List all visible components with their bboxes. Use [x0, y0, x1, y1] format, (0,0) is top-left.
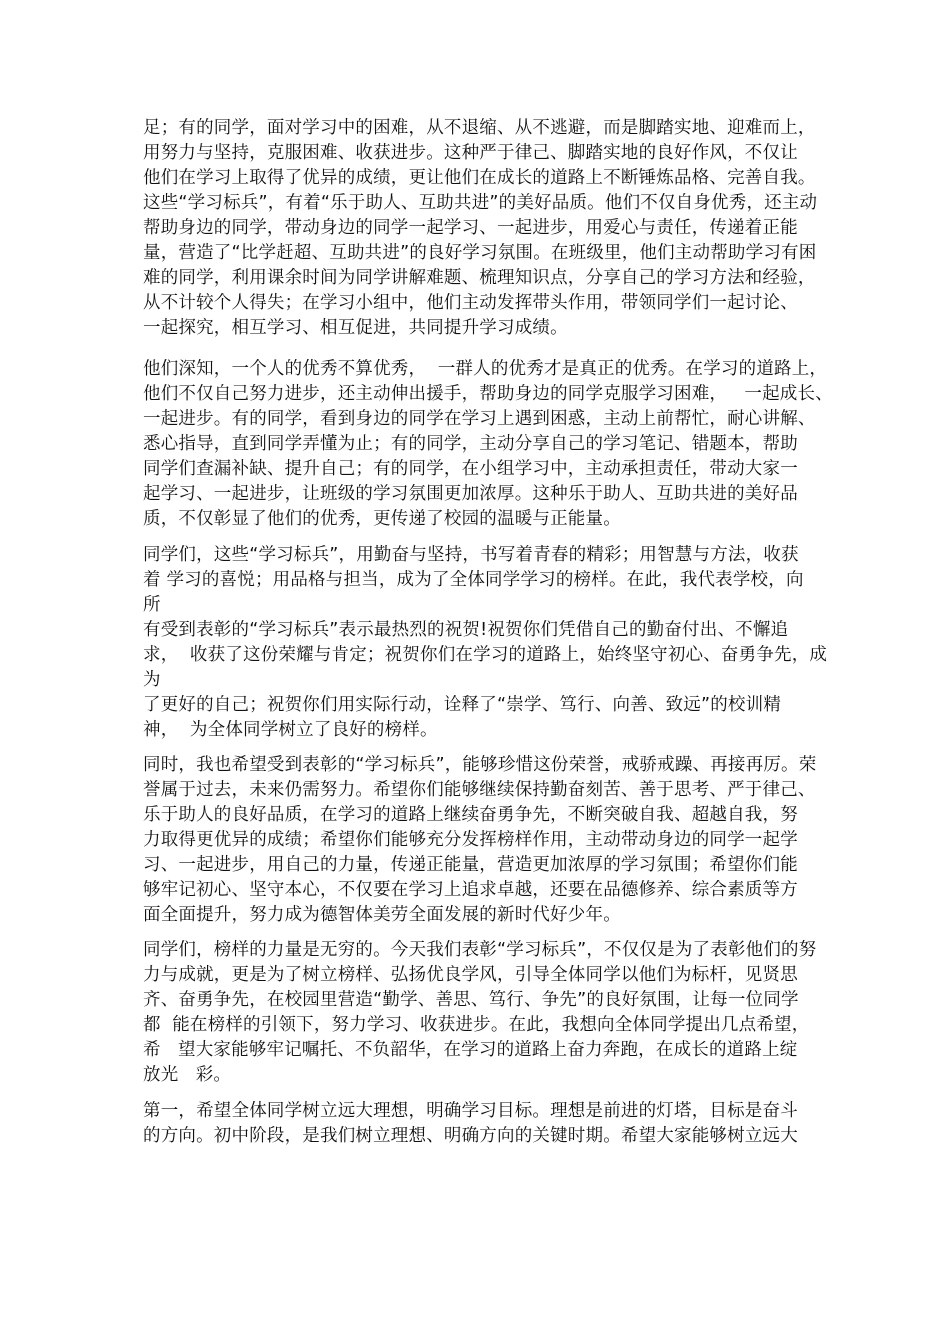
text-line: 帮助身边的同学，带动身边的同学一起学习、一起进步，用爱心与责任，传递着正能	[143, 218, 798, 238]
paragraph-1	[143, 116, 833, 341]
text-line: 一起探究，相互学习、相互促进，共同提升学习成绩。	[143, 318, 568, 338]
text-line: 的方向。初中阶段，是我们树立理想、明确方向的关键时期。希望大家能够树立远大	[143, 1126, 798, 1146]
text-line: 力取得更优异的成绩；希望你们能够充分发挥榜样作用，主动带动身边的同学一起学	[143, 830, 798, 850]
text-line: 够牢记初心、坚守本心，不仅要在学习上追求卓越，还要在品德修养、综合素质等方	[143, 880, 798, 900]
text-line: 求， 收获了这份荣耀与肯定；祝贺你们在学习的道路上，始终坚守初心、奋勇争先，成	[143, 645, 828, 665]
text-line: 力与成就，更是为了树立榜样、弘扬优良学风，引导全体同学以他们为标杆，见贤思	[143, 965, 798, 985]
text-line: 起学习、一起进步，让班级的学习氛围更加浓厚。这种乐于助人、互助共进的美好品	[143, 484, 798, 504]
text-line: 同时，我也希望受到表彰的“学习标兵”，能够珍惜这份荣誉，戒骄戒躁、再接再厉。荣	[143, 755, 817, 775]
text-line: 他们不仅自己努力进步，还主动伸出援手，帮助身边的同学克服学习困难， 一起成长、	[143, 384, 833, 404]
text-line: 放光 彩。	[143, 1065, 232, 1085]
paragraph-6	[143, 1099, 833, 1149]
text-line: 这些“学习标兵”，有着“乐于助人、互助共进”的美好品质。他们不仅自身优秀，还主动	[143, 193, 818, 213]
paragraph-5	[143, 938, 833, 1088]
text-line: 同学们，榜样的力量是无穷的。今天我们表彰“学习标兵”，不仅仅是为了表彰他们的努	[143, 940, 817, 960]
text-line: 同学们查漏补缺、提升自己；有的同学，在小组学习中，主动承担责任，带动大家一	[143, 459, 798, 479]
text-line: 同学们，这些“学习标兵”，用勤奋与坚持，书写着青春的精彩；用智慧与方法，收获	[143, 545, 799, 565]
paragraph-3	[143, 543, 833, 743]
text-line: 悉心指导，直到同学弄懂为止；有的同学，主动分享自己的学习笔记、错题本，帮助	[143, 434, 798, 454]
text-line: 乐于助人的良好品质，在学习的道路上继续奋勇争先，不断突破自我、超越自我，努	[143, 805, 798, 825]
text-line: 齐、奋勇争先，在校园里营造“勤学、善思、笃行、争先”的良好氛围，让每一位同学	[143, 990, 799, 1010]
text-line: 从不计较个人得失；在学习小组中，他们主动发挥带头作用，带领同学们一起讨论、	[143, 293, 798, 313]
text-line: 都 能在榜样的引领下，努力学习、收获进步。在此，我想向全体同学提出几点希望，	[143, 1015, 810, 1035]
text-line: 神， 为全体同学树立了良好的榜样。	[143, 720, 438, 740]
text-line: 希 望大家能够牢记嘱托、不负韶华，在学习的道路上奋力奔跑，在成长的道路上绽	[143, 1040, 798, 1060]
text-line: 为	[143, 670, 161, 690]
paragraph-4	[143, 753, 833, 928]
text-line: 习、一起进步，用自己的力量，传递正能量，营造更加浓厚的学习氛围；希望你们能	[143, 855, 798, 875]
text-line: 有受到表彰的“学习标兵”表示最热烈的祝贺!祝贺你们凭借自己的勤奋付出、不懈追	[143, 620, 789, 640]
text-line: 了更好的自己；祝贺你们用实际行动，诠释了“崇学、笃行、向善、致远”的校训精	[143, 695, 782, 715]
paragraph-2	[143, 357, 833, 532]
text-line: 第一，希望全体同学树立远大理想，明确学习目标。理想是前进的灯塔，目标是奋斗	[143, 1101, 798, 1121]
text-line: 量，营造了“比学赶超、互助共进”的良好学习氛围。在班级里，他们主动帮助学习有困	[143, 243, 817, 263]
text-line: 一起进步。有的同学，看到身边的同学在学习上遇到困惑，主动上前帮忙，耐心讲解、	[143, 409, 816, 429]
text-line: 质，不仅彰显了他们的优秀，更传递了校园的温暖与正能量。	[143, 509, 621, 529]
text-line: 他们在学习上取得了优异的成绩，更让他们在成长的道路上不断锤炼品格、完善自我。	[143, 168, 816, 188]
text-line: 他们深知，一个人的优秀不算优秀， 一群人的优秀才是真正的优秀。在学习的道路上，	[143, 359, 828, 379]
text-line: 所	[143, 595, 161, 615]
text-line: 难的同学，利用课余时间为同学讲解难题、梳理知识点，分享自己的学习方法和经验，	[143, 268, 816, 288]
text-line: 誉属于过去，未来仍需努力。希望你们能够继续保持勤奋刻苦、善于思考、严于律己、	[143, 780, 816, 800]
text-line: 用努力与坚持，克服困难、收获进步。这种严于律己、脚踏实地的良好作风，不仅让	[143, 143, 798, 163]
text-line: 面全面提升，努力成为德智体美劳全面发展的新时代好少年。	[143, 905, 621, 925]
text-line: 着 学习的喜悦；用品格与担当，成为了全体同学学习的榜样。在此，我代表学校，向	[143, 570, 804, 590]
text-line: 足；有的同学，面对学习中的困难，从不退缩、从不逃避，而是脚踏实地、迎难而上，	[143, 118, 816, 138]
